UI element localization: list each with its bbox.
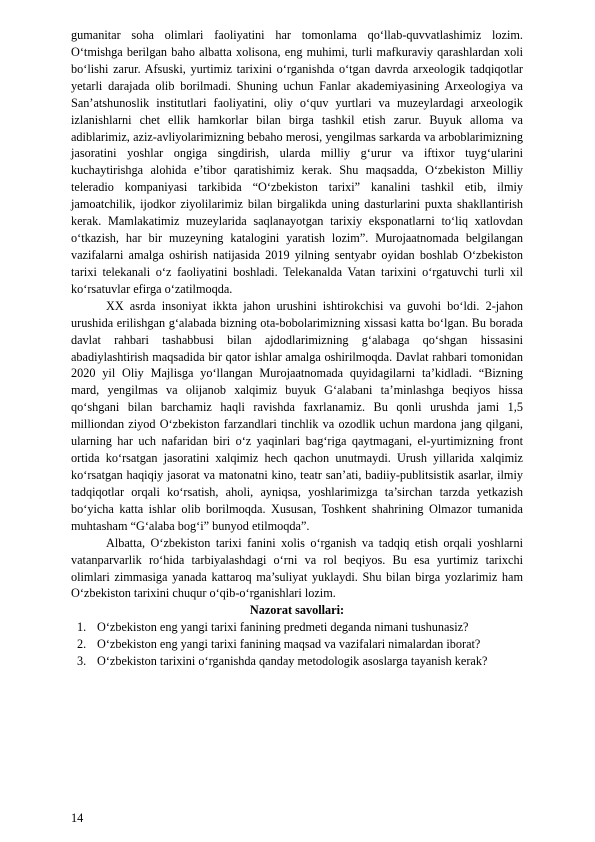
question-number: 3. xyxy=(77,654,87,669)
question-item xyxy=(71,636,523,653)
question-item xyxy=(71,619,523,636)
paragraph-3: Albatta, O‘zbekiston tarixi fanini xolis o‘rganish va tadqiq etish orqali yoshlarni vatanparvarlik ro‘hida tarbiyalashdagi o‘rni va rol beqiyos. Bu esa yurtimiz tarixchi olimlari zimmasiga yanada kattaroq ma’suliyat yuklaydi. Shu bilan birga yozlarimiz ham O‘zbekiston tarixini chuqur o‘qib-o‘rganishlari lozim. xyxy=(71,535,523,601)
question-text: O‘zbekiston eng yangi tarixi fanining predmeti deganda nimani tushunasiz? xyxy=(97,620,469,635)
question-text: O‘zbekiston tarixini o‘rganishda qanday metodologik asoslarga tayanish kerak? xyxy=(97,654,488,669)
paragraph-1: gumanitar soha olimlari faoliyatini har tomonlama qo‘llab-quvvatlashimiz lozim. O‘tmishga berilgan baho albatta xolisona, eng muhimi, turli mafkuraviy qarashlardan xoli bo‘lishi zarur. Afsuski, yurtimiz tarixini o‘rganishda o‘tgan davrda arxeologik tadqiqotlar yetarli darajada olib borilmadi. Shuning uchun Fanlar akademiyasining Arxeologiya va San’atshunoslik institutlari faoliyatini, oliy o‘quv yurtlari va muzeylardagi arxeologik izlanishlarni chet ellik hamkorlar bilan birga tashkil etish zarur. Buyuk alloma va adiblarimiz, aziz-avliyolarimizning bebaho merosi, yengilmas sarkarda va arboblarimizning jasoratini yoshlar ongiga singdirish, ularda milliy g‘urur va iftixor tuyg‘ularini kuchaytirishga alohida e’tibor qaratishimiz kerak. Shu maqsadda, O‘zbekiston Milliy teleradio kompaniyasi tarkibida “O‘zbekiston tarixi” kanalini tashkil etib, ilmiy jamoatchilik, ijodkor ziyolilarimiz bilan birgalikda uning dasturlarini puxta shakllantirish kerak. Mamlakatimiz muzeylarida saqlanayotgan tarixiy eksponatlarni to‘liq xatlovdan o‘tkazish, har bir muzeyning katalogini yaratish lozim”. Murojaatnomada belgilangan vazifalarni amalga oshirish natijasida 2019 yilning sentyabr oyidan boshlab O‘zbekiston tarixi telekanali o‘z faoliyatini boshladi. Telekanalda Vatan tarixini o‘rgatuvchi turli xil ko‘rsatuvlar efirga o‘zatilmoqda. xyxy=(71,28,523,296)
questions-list xyxy=(71,619,523,670)
question-number: 2. xyxy=(77,637,87,652)
page-number: 14 xyxy=(71,811,84,825)
question-text: O‘zbekiston eng yangi tarixi fanining maqsad va vazifalari nimalardan iborat? xyxy=(97,637,481,652)
paragraph-2: XX asrda insoniyat ikkta jahon urushini ishtirokchisi va guvohi bo‘ldi. 2-jahon urushida erilishgan g‘alabada bizning ota-bobolarimizning xissasi katta bo‘lgan. Bu borada davlat rahbari tashabbusi bilan ajdodlarimizning g‘alabaga qo‘shgan hissasini abadiylashtirish maqsadida bir qator ishlar amalga oshirilmoqda. Davlat rahbari tomonidan 2020 yil Oliy Majlisga yo‘llangan Murojaatnomada quyidagilarni ta’kidladi. “Bizning mard, yengilmas va olijanob xalqimiz buyuk G‘alabani ta’minlashga beqiyos hissa qo‘shgani bilan barchamiz haqli ravishda faxrlanamiz. Bu qonli urushda jami 1,5 milliondan ziyod O‘zbekiston farzandlari tinchlik va ozodlik uchun mardona jang qilgani, ularning har uch nafaridan biri o‘z yaqinlari bag‘riga qaytmagani, el-yurtimizning front ortida ko‘rsatgan jasoratini xalqimiz hech qachon unutmaydi. Urush yillarida xalqimiz ko‘rsatgan haqiqiy jasorat va matonatni kino, teatr san’ati, badiiy-publitsistik asarlar, ilmiy tadqiqotlar orqali ko‘rsatish, aholi, ayniqsa, yoshlarimizga ta’sirchan tarzda yetkazish bo‘yicha katta ishlar olib borilmoqda. Xususan, Toshkent shahrining Olmazor tumanida muhtasham “G‘alaba bog‘i” bunyod etilmoqda”. xyxy=(71,298,523,533)
questions-heading: Nazorat savollari: xyxy=(249,603,345,618)
question-number: 1. xyxy=(77,620,87,635)
question-item xyxy=(71,653,523,670)
page-body xyxy=(71,27,523,670)
